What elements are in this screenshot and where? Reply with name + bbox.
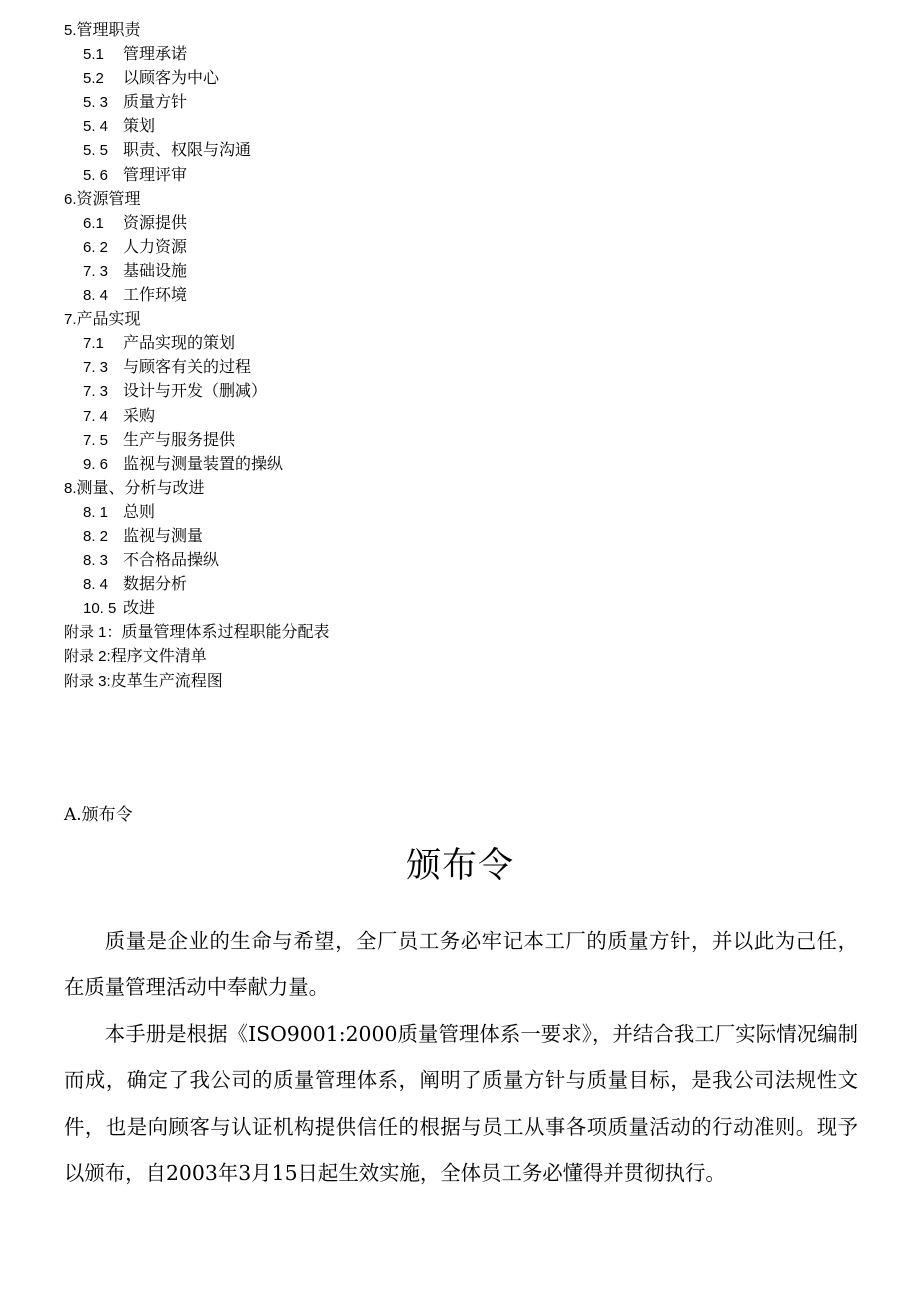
toc-item [64,66,864,90]
toc-item [64,596,864,620]
toc-item-number: 8. 1 [83,503,109,521]
toc-item [64,307,864,331]
toc-item-label: 监视与测量 [123,525,204,545]
toc-item-label: 采购 [123,405,156,425]
toc-item [64,163,864,187]
toc-item-label: 资源提供 [123,212,188,232]
toc-item [64,18,864,42]
toc-item-label: 不合格品操纵 [123,550,220,570]
toc-item-number: 5. 3 [83,94,109,112]
toc-item-label: 程序文件清单 [110,646,207,666]
toc-item [64,90,864,114]
toc-item-label: 数据分析 [123,574,188,594]
toc-item-number: 7. 3 [83,359,109,377]
toc-item [64,211,864,235]
toc-item-number: 5. [64,22,77,39]
toc-item-number: 7. 4 [83,407,109,425]
toc-item-number: 6. [64,190,77,208]
toc-item-label: 改进 [123,598,156,618]
toc-item-label: 质量管理体系过程职能分配表 [121,622,330,642]
toc-item [64,331,864,355]
toc-item-label: 产品实现 [76,309,141,329]
toc-item [64,114,864,138]
table-of-contents [64,18,864,693]
toc-item-number: 8. 2 [83,527,109,545]
paragraph: 本手册是根据《ISO9001:2000质量管理体系一要求》，并结合我工厂实际情况编制而成，确定了我公司的质量管理体系，阐明了质量方针与质量目标，是我公司法规性文件，也是向顾客与认证机构提供信任的根据与员工从事各项质量活动的行动准则。现予以颁布，自2003年3月15日起生效实施，全体员工务必懂得并贯彻执行。 [64,1021,858,1186]
toc-item-number: 7. 5 [83,431,109,449]
toc-item-number: 9. 6 [83,455,109,473]
toc-item-label: 监视与测量装置的操纵 [123,453,284,473]
toc-item-number: 6. 2 [83,238,109,256]
toc-item-label: 以顾客为中心 [123,68,220,88]
toc-item [64,500,864,524]
toc-item-number: 附录 2: [64,648,111,666]
toc-item [64,187,864,211]
toc-item-label: 设计与开发（删减） [123,381,268,401]
paragraph: 质量是企业的生命与希望，全厂员工务必牢记本工厂的质量方针，并以此为己任，在质量管理活动中奉献力量。 [64,929,858,1000]
toc-item-number: 附录 1： [64,624,122,642]
toc-item-label: 产品实现的策划 [123,333,236,353]
toc-item-number: 附录 3: [64,672,111,690]
toc-item-label: 测量、分析与改进 [76,477,205,497]
toc-item-number: 7. 3 [83,383,109,401]
toc-item [64,379,864,403]
toc-item-number: 5. 4 [83,118,109,136]
toc-item-label: 职责、权限与沟通 [123,140,252,160]
body-text [64,918,858,1196]
toc-item-number: 5.1 [83,46,104,64]
toc-item-label: 管理承诺 [123,44,188,64]
document-title: 颁布令 [405,846,514,886]
toc-item-number: 7. [64,311,77,329]
toc-item-label: 管理评审 [123,164,188,184]
toc-item-label: 策划 [123,116,156,136]
toc-item [64,620,864,644]
section-label: A.颁布令 [64,805,133,825]
toc-item [64,644,864,668]
toc-item-label: 资源管理 [76,188,141,208]
toc-item-number: 8. [64,479,77,497]
toc-item [64,235,864,259]
toc-item-label: 工作环境 [123,285,188,305]
toc-item-label: 人力资源 [123,236,188,256]
toc-item [64,669,864,693]
toc-item-number: 10. 5 [83,600,117,618]
toc-item [64,283,864,307]
toc-item-label: 皮革生产流程图 [110,670,223,690]
toc-item-number: 6.1 [83,214,104,232]
toc-item-label: 总则 [123,501,156,521]
toc-item-number: 7.1 [83,335,104,353]
toc-item-number: 5. 5 [83,142,109,160]
toc-item-label: 与顾客有关的过程 [123,357,252,377]
toc-item-label: 基础设施 [123,260,188,280]
toc-item-label: 生产与服务提供 [123,429,236,449]
toc-item-label: 管理职责 [76,20,141,39]
toc-item [64,524,864,548]
toc-item-label: 质量方针 [123,92,188,112]
toc-item [64,452,864,476]
toc-item-number: 8. 4 [83,287,109,305]
toc-item-number: 5. 6 [83,166,109,184]
toc-item [64,404,864,428]
toc-item [64,138,864,162]
toc-item-number: 7. 3 [83,262,109,280]
toc-item [64,355,864,379]
toc-item [64,476,864,500]
toc-item [64,548,864,572]
toc-item [64,572,864,596]
toc-item-number: 8. 3 [83,552,109,570]
toc-item [64,259,864,283]
toc-item-number: 8. 4 [83,576,109,594]
toc-item-number: 5.2 [83,70,104,88]
toc-item [64,42,864,66]
toc-item [64,428,864,452]
